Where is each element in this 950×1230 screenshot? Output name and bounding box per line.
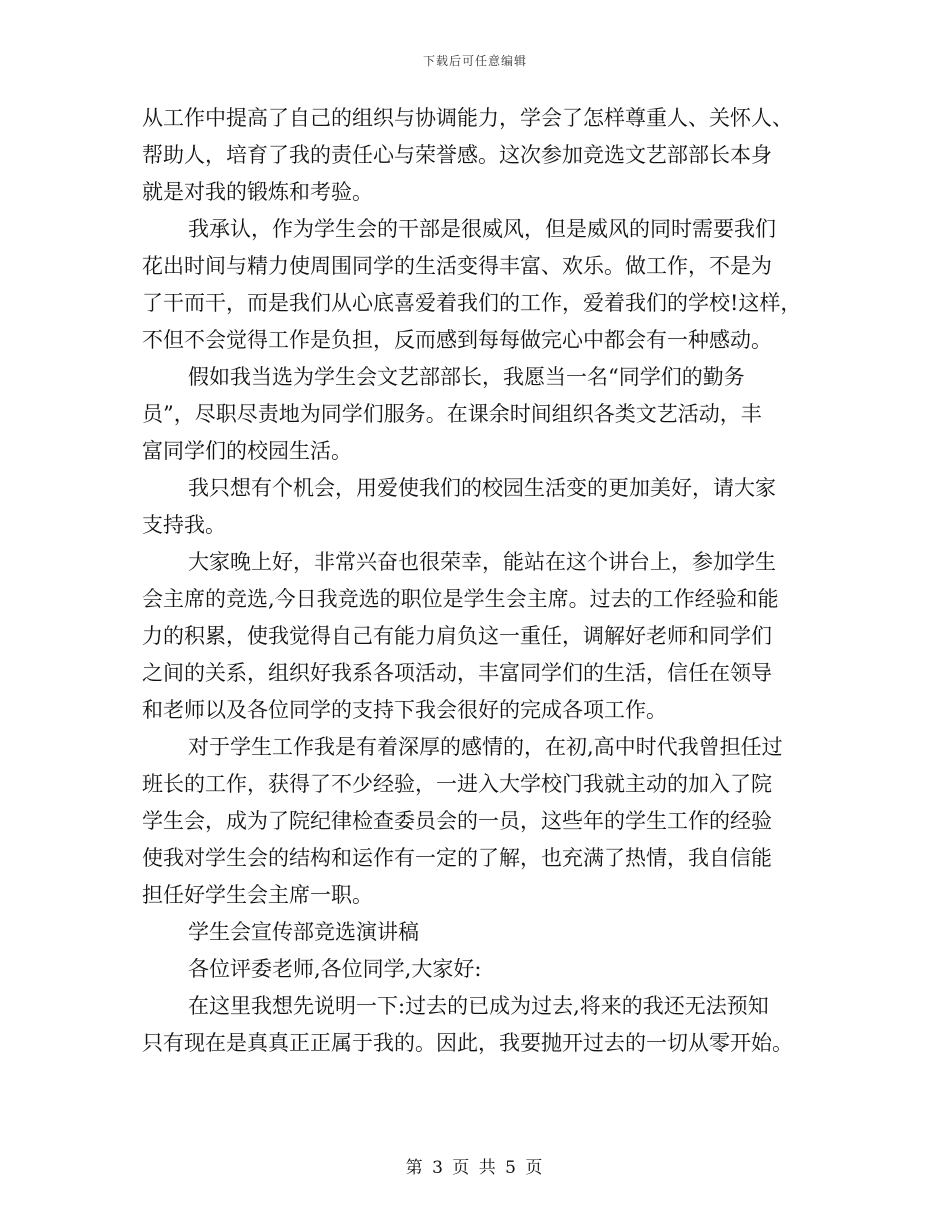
page-footer: 第 3 页 共 5 页 xyxy=(405,1158,545,1178)
text-line: 就是对我的锻炼和考验。 xyxy=(142,180,373,204)
text-line: 我承认，作为学生会的干部是很威风，但是威风的同时需要我们 xyxy=(188,217,776,241)
text-line: 在这里我想先说明一下:过去的已成为过去,将来的我还无法预知 xyxy=(188,994,769,1018)
text-line: 学生会宣传部竞选演讲稿 xyxy=(188,920,419,944)
text-line: 力的积累，使我觉得自己有能力肩负这一重任，调解好老师和同学们 xyxy=(142,624,772,648)
text-line: 班长的工作，获得了不少经验，一进入大学校门我就主动的加入了院 xyxy=(142,772,772,796)
text-line: 和老师以及各位同学的支持下我会很好的完成各项工作。 xyxy=(142,698,667,722)
text-line: 支持我。 xyxy=(142,513,226,537)
text-line: 从工作中提高了自己的组织与协调能力，学会了怎样尊重人、关怀人、 xyxy=(142,106,793,130)
document-body xyxy=(142,100,810,1062)
text-line: 使我对学生会的结构和运作有一定的了解，也充满了热情，我自信能 xyxy=(142,846,772,870)
text-line: 员”，尽职尽责地为同学们服务。在课余时间组织各类文艺活动，丰 xyxy=(142,402,762,426)
text-line: 帮助人，培育了我的责任心与荣誉感。这次参加竞选文艺部部长本身 xyxy=(142,143,772,167)
text-line: 对于学生工作我是有着深厚的感情的，在初,高中时代我曾担任过 xyxy=(188,735,783,759)
page-header: 下载后可任意编辑 xyxy=(422,54,527,68)
text-line: 富同学们的校园生活。 xyxy=(142,439,352,463)
text-line: 会主席的竞选,今日我竞选的职位是学生会主席。过去的工作经验和能 xyxy=(142,587,779,611)
text-line: 各位评委老师,各位同学,大家好: xyxy=(188,957,482,981)
text-line: 学生会，成为了院纪律检查委员会的一员，这些年的学生工作的经验 xyxy=(142,809,772,833)
text-line: 假如我当选为学生会文艺部部长，我愿当一名“同学们的勤务 xyxy=(188,365,745,389)
text-line: 了干而干，而是我们从心底喜爱着我们的工作，爱着我们的学校!这样， xyxy=(142,291,802,315)
text-line: 不但不会觉得工作是负担，反而感到每每做完心中都会有一种感动。 xyxy=(142,328,772,352)
text-line: 之间的关系，组织好我系各项活动，丰富同学们的生活，信任在领导 xyxy=(142,661,772,685)
text-line: 我只想有个机会，用爱使我们的校园生活变的更加美好，请大家 xyxy=(188,476,776,500)
text-line: 担任好学生会主席一职。 xyxy=(142,883,373,907)
text-line: 大家晚上好，非常兴奋也很荣幸，能站在这个讲台上，参加学生 xyxy=(188,550,776,574)
text-line: 只有现在是真真正正属于我的。因此，我要抛开过去的一切从零开始。 xyxy=(142,1031,793,1055)
text-line: 花出时间与精力使周围同学的生活变得丰富、欢乐。做工作，不是为 xyxy=(142,254,772,278)
